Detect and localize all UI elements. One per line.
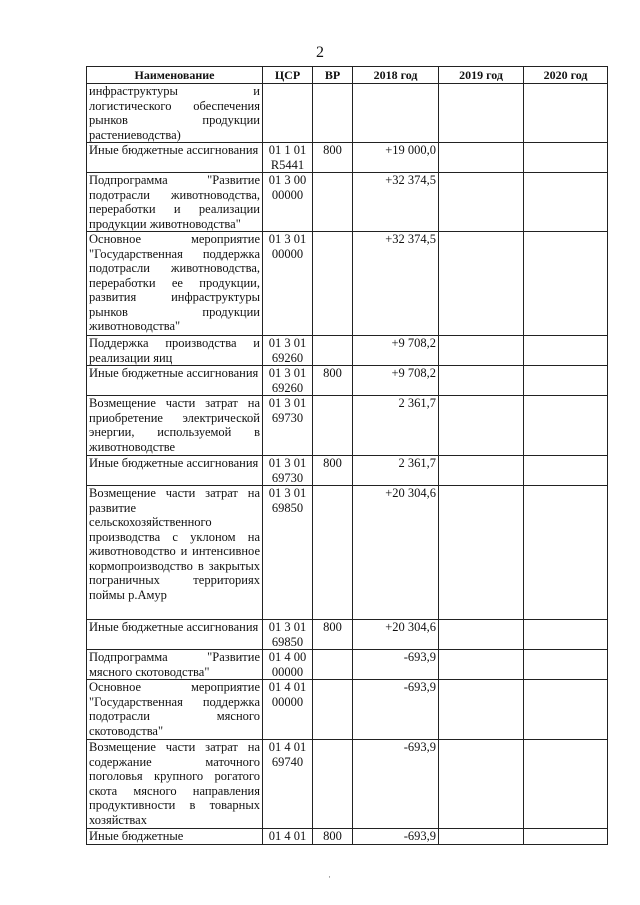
cell-vr [313,84,353,143]
cell-vr [313,396,353,456]
cell-name: Возмещение части затрат на содержание маточного поголовья крупного рогатого скота мясного направления продуктивности в товарных хозяйствах [87,740,263,829]
cell-vr [313,680,353,740]
cell-csr: 01 3 01 00000 [263,232,313,336]
cell-2018: 2 361,7 [353,456,439,486]
cell-vr [313,740,353,829]
cell-name: Иные бюджетные [87,829,263,845]
cell-vr [313,173,353,232]
cell-csr: 01 4 01 [263,829,313,845]
cell-2018: -693,9 [353,740,439,829]
cell-2019 [439,620,524,650]
table-row [87,336,608,366]
cell-name: Иные бюджетные ассигнования [87,366,263,396]
cell-2020 [524,396,608,456]
cell-vr [313,232,353,336]
cell-name: Подпрограмма "Развитие подотрасли животноводства, переработки и реализации продукции животноводства" [87,173,263,232]
cell-2018: -693,9 [353,829,439,845]
cell-name: Возмещение части затрат на приобретение электрической энергии, используемой в животноводстве [87,396,263,456]
cell-2020 [524,620,608,650]
column-header-csr: ЦСР [263,67,313,84]
cell-csr: 01 3 01 69730 [263,456,313,486]
cell-2018: +20 304,6 [353,486,439,620]
cell-name: Иные бюджетные ассигнования [87,143,263,173]
table-row [87,143,608,173]
cell-2019 [439,143,524,173]
cell-2020 [524,336,608,366]
cell-2018: -693,9 [353,680,439,740]
table-row [87,366,608,396]
cell-2019 [439,740,524,829]
table-row [87,232,608,336]
cell-2018: +32 374,5 [353,173,439,232]
cell-name: Возмещение части затрат на развитие сельскохозяйственного производства с уклоном на животноводство и интенсивное кормопроизводство в закрытых пограничных территориях поймы р.Амур [87,486,263,620]
cell-2020 [524,456,608,486]
cell-vr [313,486,353,620]
cell-vr: 800 [313,366,353,396]
table-header-row [87,67,608,84]
cell-name: Иные бюджетные ассигнования [87,620,263,650]
cell-vr: 800 [313,143,353,173]
cell-2019 [439,336,524,366]
cell-name: Поддержка производства и реализации яиц [87,336,263,366]
cell-2020 [524,829,608,845]
table-row [87,486,608,620]
column-header-2019: 2019 год [439,67,524,84]
cell-csr [263,84,313,143]
cell-2018 [353,84,439,143]
cell-csr: 01 3 01 69260 [263,366,313,396]
cell-2018: +32 374,5 [353,232,439,336]
cell-2020 [524,173,608,232]
table-row [87,829,608,845]
cell-2018: -693,9 [353,650,439,680]
cell-name: Основное мероприятие "Государственная поддержка подотрасли мясного скотоводства" [87,680,263,740]
column-header-2020: 2020 год [524,67,608,84]
table-row [87,396,608,456]
column-header-vr: ВР [313,67,353,84]
cell-2018: 2 361,7 [353,396,439,456]
cell-csr: 01 3 01 69730 [263,396,313,456]
cell-2019 [439,396,524,456]
cell-2019 [439,650,524,680]
cell-2018: +19 000,0 [353,143,439,173]
cell-vr [313,650,353,680]
column-header-name: Наименование [87,67,263,84]
cell-name: Подпрограмма "Развитие мясного скотоводства" [87,650,263,680]
cell-csr: 01 4 00 00000 [263,650,313,680]
cell-2020 [524,366,608,396]
cell-2020 [524,680,608,740]
cell-2019 [439,829,524,845]
table-row [87,650,608,680]
cell-2018: +9 708,2 [353,336,439,366]
cell-csr: 01 3 00 00000 [263,173,313,232]
table-row [87,84,608,143]
cell-2019 [439,232,524,336]
cell-csr: 01 4 01 00000 [263,680,313,740]
budget-table [86,66,608,845]
table-row [87,680,608,740]
cell-2020 [524,232,608,336]
cell-2020 [524,740,608,829]
cell-name: Основное мероприятие "Государственная поддержка подотрасли животноводства, переработки ее продукции, развития инфраструктуры рынков продукции животноводства" [87,232,263,336]
cell-2019 [439,366,524,396]
cell-2018: +20 304,6 [353,620,439,650]
cell-vr [313,336,353,366]
cell-vr: 800 [313,456,353,486]
cell-csr: 01 3 01 69850 [263,486,313,620]
cell-2020 [524,84,608,143]
cell-2019 [439,84,524,143]
cell-2019 [439,173,524,232]
cell-2019 [439,486,524,620]
cell-2019 [439,680,524,740]
cell-csr: 01 1 01 R5441 [263,143,313,173]
table-row [87,456,608,486]
cell-vr: 800 [313,620,353,650]
cell-2020 [524,143,608,173]
page-footer-mark: · [328,872,331,882]
cell-2018: +9 708,2 [353,366,439,396]
cell-csr: 01 4 01 69740 [263,740,313,829]
cell-2020 [524,650,608,680]
cell-name: инфраструктуры и логистического обеспечения рынков продукции растениеводства) [87,84,263,143]
table-row [87,740,608,829]
cell-2020 [524,486,608,620]
cell-vr: 800 [313,829,353,845]
cell-csr: 01 3 01 69850 [263,620,313,650]
cell-csr: 01 3 01 69260 [263,336,313,366]
column-header-2018: 2018 год [353,67,439,84]
table-row [87,620,608,650]
cell-name: Иные бюджетные ассигнования [87,456,263,486]
cell-2019 [439,456,524,486]
page-number: 2 [316,44,324,61]
table-row [87,173,608,232]
